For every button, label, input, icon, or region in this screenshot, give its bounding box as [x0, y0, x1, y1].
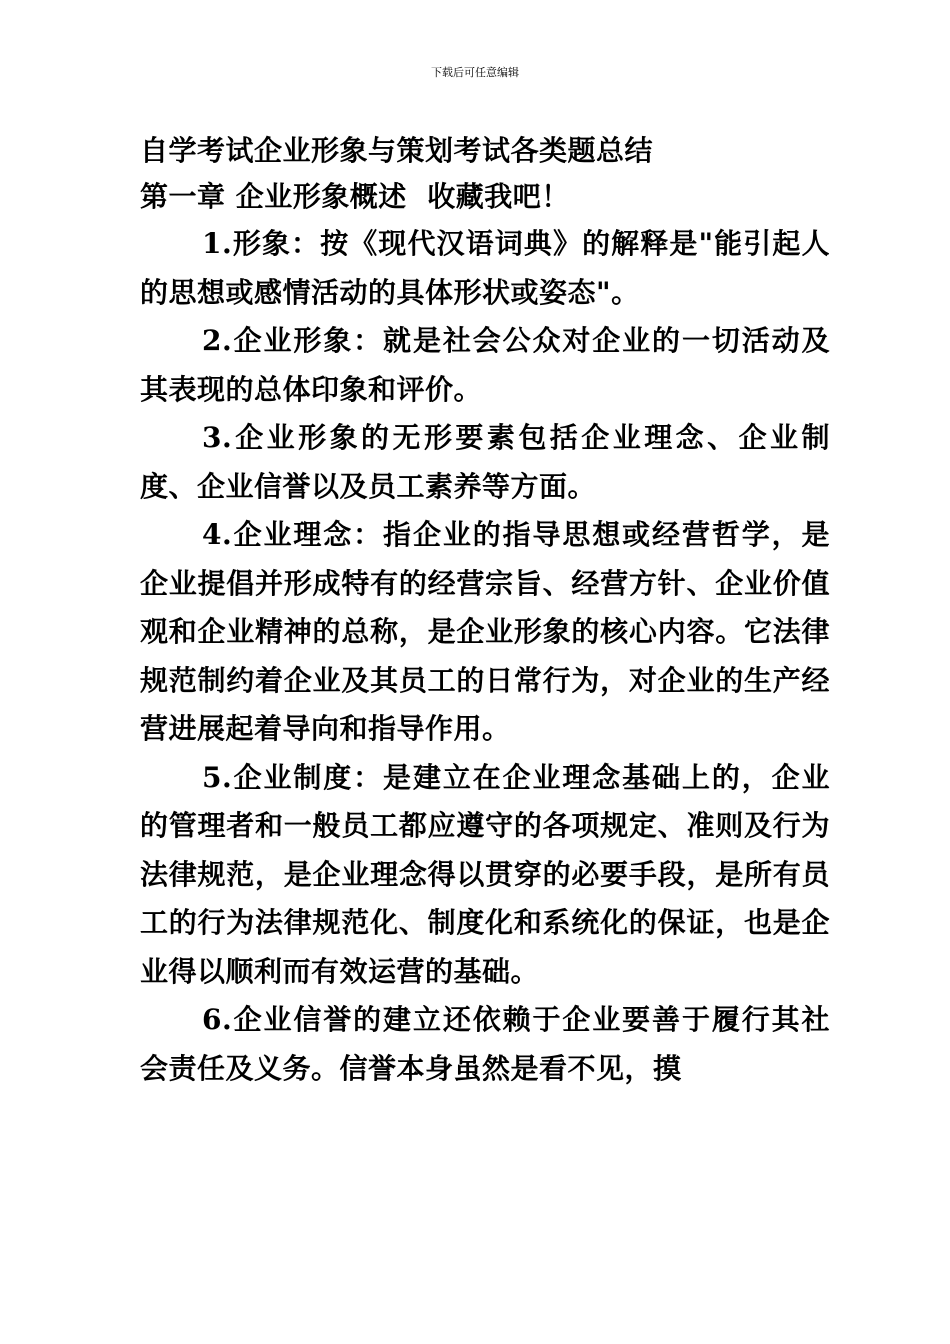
paragraph-1: 1.形象：按《现代汉语词典》的解释是"能引起人的思想或感情活动的具体形状或姿态"。: [140, 227, 830, 309]
document-title: 自学考试企业形象与策划考试各类题总结: [140, 134, 654, 167]
paragraph-2: 2.企业形象：就是社会公众对企业的一切活动及其表现的总体印象和评价。: [140, 324, 830, 406]
document-body: [140, 128, 830, 1093]
paragraph-4: 4.企业理念：指企业的指导思想或经营哲学，是企业提倡并形成特有的经营宗旨、经营方针、企业价值观和企业精神的总称，是企业形象的核心内容。它法律规范制约着企业及其员工的日常行为，对企业的生产经营进展起着导向和指导作用。: [140, 518, 830, 745]
paragraph-5: 5.企业制度：是建立在企业理念基础上的，企业的管理者和一般员工都应遵守的各项规定、准则及行为法律规范，是企业理念得以贯穿的必要手段，是所有员工的行为法律规范化、制度化和系统化的保证，也是企业得以顺利而有效运营的基础。: [140, 760, 830, 988]
page-header-note: 下载后可任意编辑: [431, 66, 519, 79]
paragraph-3: 3.企业形象的无形要素包括企业理念、企业制度、企业信誉以及员工素养等方面。: [140, 421, 830, 503]
paragraph-6: 6.企业信誉的建立还依赖于企业要善于履行其社会责任及义务。信誉本身虽然是看不见，摸: [140, 1003, 830, 1085]
chapter-title: 第一章 企业形象概述 收藏我吧！: [140, 180, 570, 213]
